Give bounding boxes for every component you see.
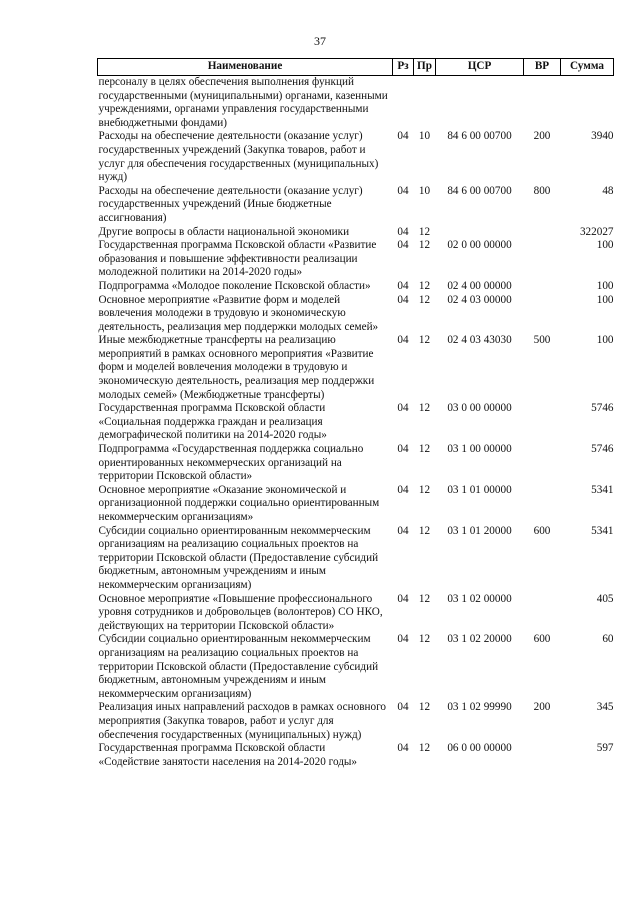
table-row <box>98 294 614 335</box>
table-row <box>98 633 614 701</box>
table-row <box>98 742 614 769</box>
table-body <box>98 76 614 770</box>
row-csr: 06 0 00 00000 <box>447 742 512 755</box>
row-pr: 12 <box>418 443 431 456</box>
table-row <box>98 484 614 525</box>
table-header <box>98 59 614 76</box>
row-vr <box>524 239 561 280</box>
table-row <box>98 130 614 184</box>
table-row <box>98 226 614 240</box>
row-vr <box>524 402 561 443</box>
row-pr: 12 <box>418 524 431 537</box>
row-csr: 02 4 03 00000 <box>447 293 512 306</box>
row-sum: 100 <box>596 279 614 292</box>
table-row <box>98 701 614 742</box>
row-name: Основное мероприятие «Оказание экономической и организационной поддержки социально ориентированным некоммерческим организациям» <box>98 483 380 523</box>
row-vr <box>524 76 561 131</box>
row-rz: 04 <box>397 483 409 496</box>
row-csr: 02 4 03 43030 <box>447 334 512 347</box>
row-rz: 04 <box>397 293 409 306</box>
budget-table <box>97 58 614 769</box>
row-rz: 04 <box>397 742 409 755</box>
row-pr: 12 <box>418 483 431 496</box>
row-rz <box>393 76 414 131</box>
row-name: Государственная программа Псковской области «Социальная поддержка граждан и реализация демографической политики на 2014-2020 годы» <box>98 402 327 442</box>
row-csr <box>436 226 524 240</box>
row-name: персоналу в целях обеспечения выполнения функций государственными (муниципальными) органами, казенными учреждениями, органами управления государственными внебюджетными фондами) <box>98 76 388 129</box>
row-name: Субсидии социально ориентированным некоммерческим организациям на реализацию социальных проектов на территории Псковской области (Предоставление субсидий бюджетным, автономным учреждениям и иным некоммерческим организациям) <box>98 633 379 700</box>
row-sum: 60 <box>602 633 614 646</box>
row-sum: 345 <box>596 701 614 714</box>
row-csr: 02 4 00 00000 <box>447 279 512 292</box>
row-pr: 12 <box>418 701 431 714</box>
row-csr: 03 0 00 00000 <box>447 402 512 415</box>
row-rz: 04 <box>397 239 409 252</box>
row-name: Основное мероприятие «Развитие форм и моделей вовлечения молодежи в трудовую и экономическую деятельность, реализация мер поддержки молодых семей» <box>98 293 379 333</box>
row-rz: 04 <box>397 184 409 197</box>
row-vr: 800 <box>533 184 551 197</box>
page-number: 37 <box>314 34 326 48</box>
table-row <box>98 280 614 294</box>
table-row <box>98 185 614 226</box>
row-sum: 405 <box>596 592 614 605</box>
header-pr: Пр <box>414 59 436 76</box>
row-vr: 600 <box>533 524 551 537</box>
row-pr: 12 <box>418 742 431 755</box>
row-sum: 597 <box>596 742 614 755</box>
row-sum: 100 <box>596 293 614 306</box>
row-name: Расходы на обеспечение деятельности (оказание услуг) государственных учреждений (Закупка товаров, работ и услуг для обеспечения государственных (муниципальных) нужд) <box>98 130 379 184</box>
row-name: Иные межбюджетные трансферты на реализацию мероприятий в рамках основного мероприятия «Развитие форм и моделей вовлечения молодежи в трудовую и экономическую деятельность, реализация мер поддержки молодых семей» (Межбюджетные трансферты) <box>98 334 375 401</box>
row-sum: 48 <box>602 184 614 197</box>
row-vr <box>524 484 561 525</box>
table-row <box>98 334 614 402</box>
row-csr: 84 6 00 00700 <box>447 184 512 197</box>
row-name: Подпрограмма «Государственная поддержка социально ориентированных некоммерческих организаций на территории Псковской области» <box>98 443 364 483</box>
row-vr: 600 <box>533 633 551 646</box>
row-csr: 03 1 01 20000 <box>447 524 512 537</box>
header-csr: ЦСР <box>436 59 524 76</box>
row-rz: 04 <box>397 130 409 143</box>
row-vr: 200 <box>533 701 551 714</box>
row-rz: 04 <box>397 524 409 537</box>
row-sum: 100 <box>596 239 614 252</box>
row-pr <box>414 76 436 131</box>
row-pr: 10 <box>418 184 431 197</box>
header-rz: Рз <box>393 59 414 76</box>
table-row <box>98 402 614 443</box>
row-name: Расходы на обеспечение деятельности (оказание услуг) государственных учреждений (Иные бюджетные ассигнования) <box>98 184 363 224</box>
row-csr: 03 1 02 99990 <box>447 701 512 714</box>
table-row <box>98 525 614 593</box>
row-sum: 5746 <box>591 443 614 456</box>
row-rz: 04 <box>397 279 409 292</box>
row-name: Субсидии социально ориентированным некоммерческим организациям на реализацию социальных проектов на территории Псковской области (Предоставление субсидий бюджетным, автономным учреждениям и иным некоммерческим организациям) <box>98 524 379 591</box>
row-pr: 12 <box>418 592 431 605</box>
row-sum: 5341 <box>591 524 614 537</box>
row-sum: 100 <box>596 334 614 347</box>
header-vr: ВР <box>524 59 561 76</box>
row-csr: 02 0 00 00000 <box>447 239 512 252</box>
row-pr: 12 <box>418 239 431 252</box>
row-rz: 04 <box>397 402 409 415</box>
row-vr: 500 <box>533 334 551 347</box>
row-csr: 84 6 00 00700 <box>447 130 512 143</box>
row-name: Реализация иных направлений расходов в рамках основного мероприятия (Закупка товаров, работ и услуг для обеспечения государственных (муниципальных) нужд) <box>98 701 386 741</box>
row-rz: 04 <box>397 225 409 238</box>
row-vr <box>524 226 561 240</box>
row-csr: 03 1 01 00000 <box>447 483 512 496</box>
table-row <box>98 593 614 634</box>
row-pr: 12 <box>418 633 431 646</box>
row-sum: 322027 <box>579 225 614 238</box>
row-name: Другие вопросы в области национальной экономики <box>98 225 350 238</box>
row-name: Основное мероприятие «Повышение профессионального уровня сотрудников и добровольцев (волонтеров) СО НКО, действующих на территории Псковской области» <box>98 592 383 632</box>
row-vr <box>524 443 561 484</box>
row-rz: 04 <box>397 443 409 456</box>
row-name: Подпрограмма «Молодое поколение Псковской области» <box>98 279 371 292</box>
row-csr <box>436 76 524 131</box>
row-pr: 12 <box>418 334 431 347</box>
row-sum: 3940 <box>591 130 614 143</box>
row-csr: 03 1 02 00000 <box>447 592 512 605</box>
table-row <box>98 443 614 484</box>
row-rz: 04 <box>397 334 409 347</box>
header-sum: Сумма <box>561 59 614 76</box>
row-vr <box>524 294 561 335</box>
row-rz: 04 <box>397 633 409 646</box>
row-sum: 5341 <box>591 483 614 496</box>
header-name: Наименование <box>98 59 393 76</box>
row-pr: 12 <box>418 402 431 415</box>
row-csr: 03 1 02 20000 <box>447 633 512 646</box>
table-row <box>98 76 614 131</box>
row-rz: 04 <box>397 592 409 605</box>
row-sum <box>561 76 614 131</box>
row-vr <box>524 742 561 769</box>
row-vr <box>524 593 561 634</box>
row-vr: 200 <box>533 130 551 143</box>
row-pr: 12 <box>418 279 431 292</box>
row-name: Государственная программа Псковской области «Развитие образования и повышение эффективности реализации молодежной политики на 2014-2020 годы» <box>98 239 377 279</box>
row-pr: 10 <box>418 130 431 143</box>
row-vr <box>524 280 561 294</box>
row-sum: 5746 <box>591 402 614 415</box>
row-name: Государственная программа Псковской области «Содействие занятости населения на 2014-2020 годы» <box>98 742 358 768</box>
row-pr: 12 <box>418 293 431 306</box>
row-csr: 03 1 00 00000 <box>447 443 512 456</box>
row-rz: 04 <box>397 701 409 714</box>
row-pr: 12 <box>418 225 431 238</box>
table-row <box>98 239 614 280</box>
